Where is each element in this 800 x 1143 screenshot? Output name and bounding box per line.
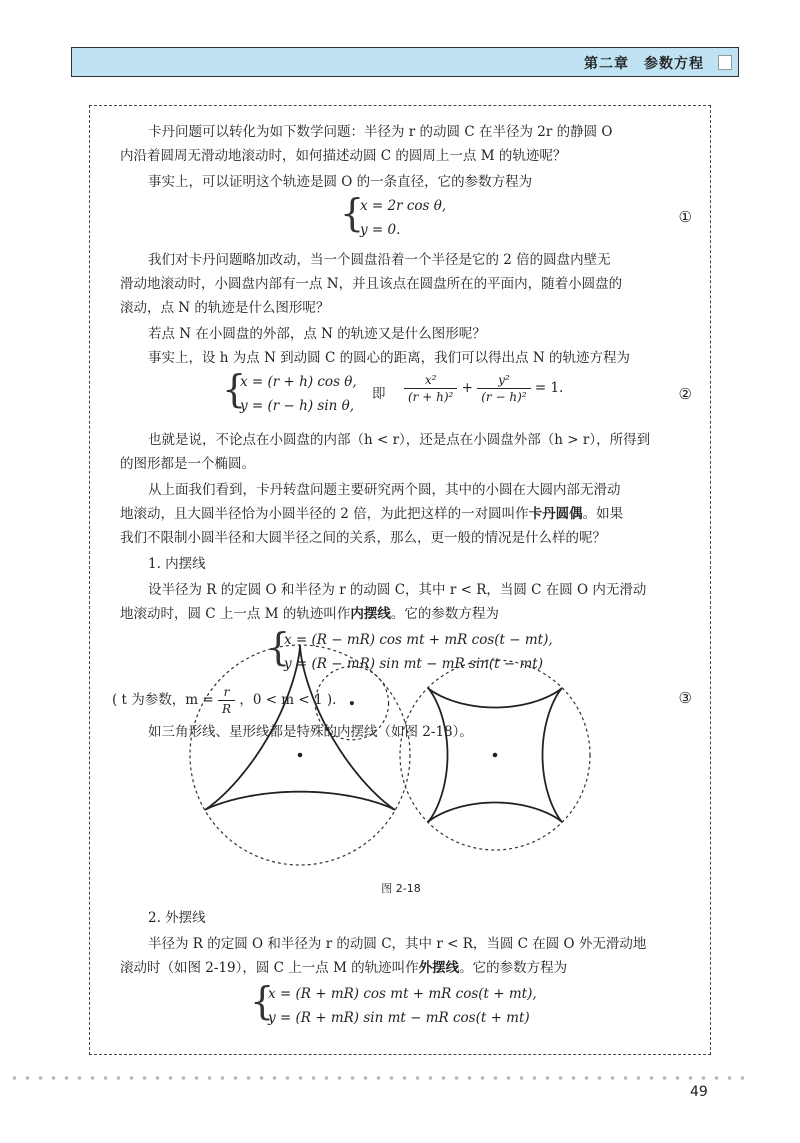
paragraph-line xyxy=(120,956,685,980)
equation-line: y = (R − mR) sin mt − mR sin(t − mt) xyxy=(284,656,543,672)
equation-line: x = (R − mR) cos mt + mR cos(t − mt), xyxy=(284,632,553,648)
header-corner-box xyxy=(718,55,732,70)
paragraph-line: 事实上，可以证明这个轨迹是圆 O 的一条直径，它的参数方程为 xyxy=(148,174,533,190)
fraction xyxy=(404,372,457,405)
paragraph-line: 也就是说，不论点在小圆盘的内部（h < r），还是点在小圆盘外部（h > r），所得到 xyxy=(148,432,651,448)
equation-number: ② xyxy=(678,385,692,403)
paragraph-line: 卡丹问题可以转化为如下数学问题：半径为 r 的动圆 C 在半径为 2r 的静圆 O xyxy=(148,124,613,140)
equation-brace: { xyxy=(340,191,365,235)
center-dot xyxy=(298,753,303,758)
denominator: (r + h)² xyxy=(408,390,454,404)
center-dot xyxy=(493,753,498,758)
paragraph-line: 滑动地滚动时，小圆盘内部有一点 N，并且该点在圆盘所在的平面内，随着小圆盘的 xyxy=(120,276,623,292)
ellipse-equation: $\frac{\text{x²}}{\text{(r + h)²}}$ + $\frac{\text{y²}}{\text{(r − h)²}}$ = 1. xyxy=(404,372,563,405)
term-bold: 外摆线 xyxy=(418,960,460,976)
paragraph-line xyxy=(120,502,685,526)
paragraph-line: 我们不限制小圆半径和大圆半径之间的关系，那么，更一般的情况是什么样的呢？ xyxy=(120,530,606,546)
equation-word: 即 xyxy=(372,386,386,402)
paragraph-line: 如三角形线、星形线都是特殊的内摆线（如图 2-18）。 xyxy=(148,724,473,740)
numerator: y² xyxy=(477,372,530,389)
hypocycloid-figure xyxy=(150,640,650,870)
equation-line: x = (r + h) cos θ, xyxy=(240,374,357,390)
text-run: ( t 为参数，m = xyxy=(112,692,214,708)
paragraph-line: 滚动，点 N 的轨迹是什么图形呢？ xyxy=(120,300,330,316)
text-run: 。如果 xyxy=(582,506,624,522)
text-run: 。它的参数方程为 xyxy=(390,606,499,622)
denominator: R xyxy=(221,702,232,716)
text-run: 滚动时（如图 2-19），圆 C 上一点 M 的轨迹叫作 xyxy=(120,960,419,976)
text-run: 。它的参数方程为 xyxy=(459,960,568,976)
paragraph-line: 从上面我们看到，卡丹转盘问题主要研究两个圆，其中的小圆在大圆内部无滑动 xyxy=(148,482,621,498)
equation-line: y = (r − h) sin θ, xyxy=(240,398,355,414)
equation-number: ① xyxy=(678,208,692,226)
equation-line: x = (R + mR) cos mt + mR cos(t + mt), xyxy=(268,986,537,1002)
footer-dots xyxy=(8,1075,748,1081)
content-box xyxy=(89,105,711,1055)
equation-brace: { xyxy=(222,367,247,411)
section-heading: 2. 外摆线 xyxy=(148,910,206,926)
text-run: 地滚动，且大圆半径恰为小圆半径的 2 倍，为此把这样的一对圆叫作 xyxy=(120,506,529,522)
paragraph-line: 设半径为 R 的定圆 O 和半径为 r 的动圆 C，其中 r < R，当圆 C 在圆 O 内无滑动 xyxy=(148,582,647,598)
equation-brace: { xyxy=(266,625,291,669)
rolling-center-dot xyxy=(350,701,354,705)
deltoid-diagram xyxy=(190,645,410,865)
numerator: x² xyxy=(404,372,457,389)
fraction xyxy=(477,372,530,405)
equation-brace: { xyxy=(250,979,275,1023)
text-run: 地滚动时，圆 C 上一点 M 的轨迹叫作 xyxy=(120,606,351,622)
paragraph-line: 内沿着圆周无滑动地滚动时，如何描述动圆 C 的圆周上一点 M 的轨迹呢？ xyxy=(120,148,567,164)
chapter-header xyxy=(71,47,739,77)
paragraph-line xyxy=(120,602,685,626)
term-bold: 内摆线 xyxy=(350,606,391,622)
denominator: (r − h)² xyxy=(481,390,527,404)
equation-line: y = 0. xyxy=(360,222,401,238)
section-heading: 1. 内摆线 xyxy=(148,556,206,572)
equation-number: ③ xyxy=(678,689,692,707)
figure-caption: 图 2-18 xyxy=(381,882,421,895)
paragraph-line: 若点 N 在小圆盘的外部，点 N 的轨迹又是什么图形呢？ xyxy=(148,326,486,342)
paragraph-line: 半径为 R 的定圆 O 和半径为 r 的动圆 C，其中 r < R，当圆 C 在圆 O 外无滑动地 xyxy=(148,936,647,952)
equation-rhs: = 1. xyxy=(534,380,564,396)
paragraph-line: 我们对卡丹问题略加改动，当一个圆盘沿着一个半径是它的 2 倍的圆盘内壁无 xyxy=(148,252,611,268)
chapter-title: 第二章 参数方程 xyxy=(584,56,704,72)
term-bold: 卡丹圆偶 xyxy=(528,506,583,522)
paragraph-line: 的图形都是一个椭圆。 xyxy=(120,456,255,472)
astroid-diagram xyxy=(400,660,590,850)
numerator: r xyxy=(218,684,235,701)
equation-line: x = 2r cos θ, xyxy=(360,198,447,214)
equation-line: y = (R + mR) sin mt − mR cos(t + mt) xyxy=(268,1010,530,1026)
paragraph-line: 事实上，设 h 为点 N 到动圆 C 的圆心的距离，我们可以得出点 N 的轨迹方程为 xyxy=(148,350,630,366)
text-run: ，0 < m < 1 ). xyxy=(239,692,337,708)
page-number: 49 xyxy=(690,1084,708,1100)
